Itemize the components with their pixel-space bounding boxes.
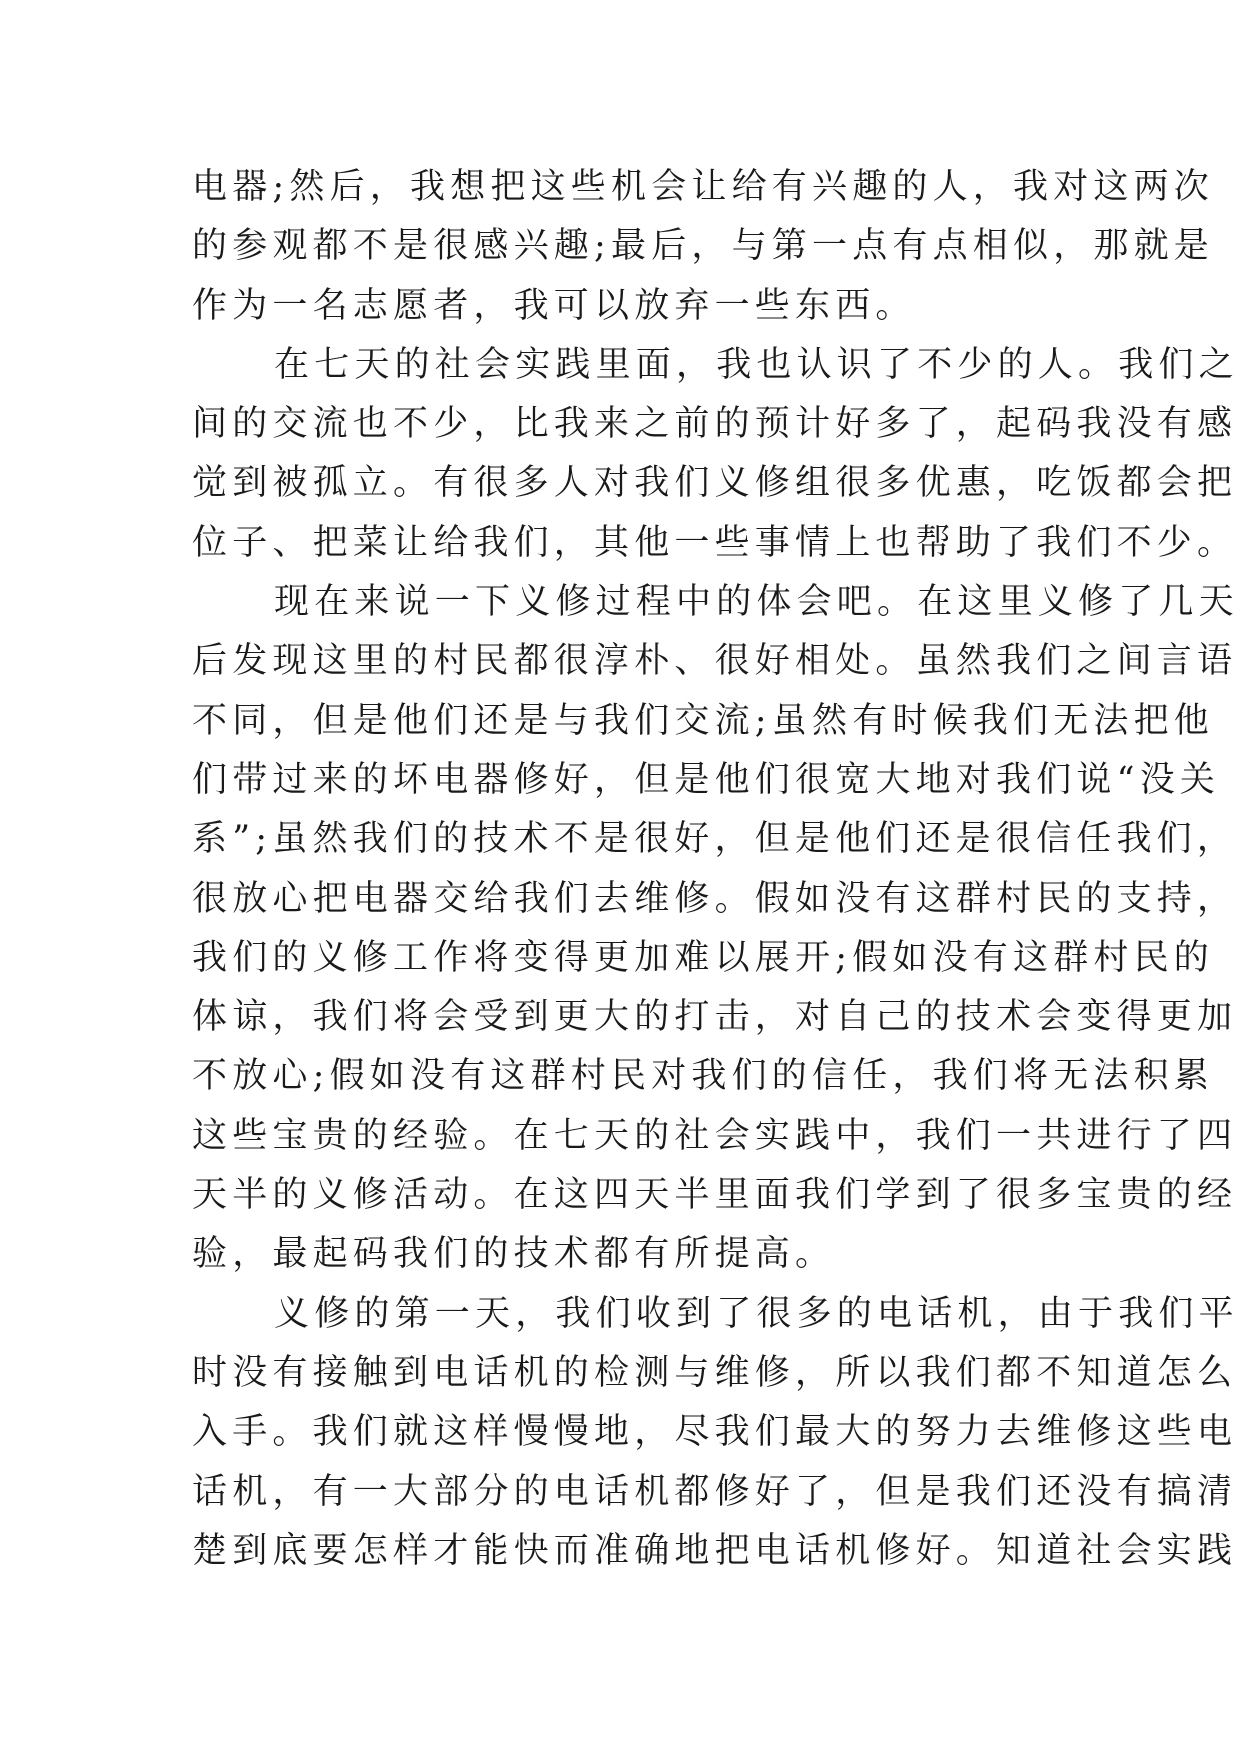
paragraph-first-line: 现在来说一下义修过程中的体会吧。在这里义修了几天 (274, 582, 1239, 623)
text-line: 这些宝贵的经验。在七天的社会实践中，我们一共进行了四 (192, 1115, 1238, 1156)
text-line: 入手。我们就这样慢慢地，尽我们最大的努力去维修这些电 (192, 1412, 1238, 1453)
text-line: 很放心把电器交给我们去维修。假如没有这群村民的支持， (192, 878, 1238, 919)
text-line: 电器;然后，我想把这些机会让给有兴趣的人，我对这两次 (192, 167, 1214, 207)
body-text (192, 158, 1239, 1581)
text-line: 不放心;假如没有这群村民对我们的信任，我们将无法积累 (192, 1056, 1214, 1097)
text-line: 我们的义修工作将变得更加难以展开;假如没有这群村民的 (192, 937, 1214, 978)
paragraph-first-line: 义修的第一天，我们收到了很多的电话机，由于我们平 (274, 1293, 1239, 1334)
text-line: 天半的义修活动。在这四天半里面我们学到了很多宝贵的经 (192, 1175, 1238, 1216)
text-line: 不同，但是他们还是与我们交流;虽然有时候我们无法把他 (192, 700, 1214, 741)
text-line: 的参观都不是很感兴趣;最后，与第一点有点相似，那就是 (192, 226, 1214, 267)
paragraph-first-line: 在七天的社会实践里面，我也认识了不少的人。我们之 (274, 344, 1239, 385)
text-line: 系”;虽然我们的技术不是很好，但是他们还是很信任我们， (192, 819, 1238, 860)
text-line: 作为一名志愿者，我可以放弃一些东西。 (192, 285, 916, 326)
text-line: 间的交流也不少，比我来之前的预计好多了，起码我没有感 (192, 404, 1238, 445)
text-line: 体谅，我们将会受到更大的打击，对自己的技术会变得更加 (192, 997, 1238, 1038)
text-line: 楚到底要怎样才能快而准确地把电话机修好。知道社会实践 (192, 1530, 1238, 1571)
text-line: 觉到被孤立。有很多人对我们义修组很多优惠，吃饭都会把 (192, 463, 1238, 504)
text-line: 话机，有一大部分的电话机都修好了，但是我们还没有搞清 (192, 1471, 1238, 1512)
text-line: 后发现这里的村民都很淳朴、很好相处。虽然我们之间言语 (192, 641, 1238, 682)
text-line: 们带过来的坏电器修好，但是他们很宽大地对我们说“没关 (192, 759, 1221, 800)
text-line: 时没有接触到电话机的检测与维修，所以我们都不知道怎么 (192, 1352, 1238, 1393)
text-line: 位子、把菜让给我们，其他一些事情上也帮助了我们不少。 (192, 522, 1238, 563)
text-line: 验，最起码我们的技术都有所提高。 (192, 1234, 836, 1275)
